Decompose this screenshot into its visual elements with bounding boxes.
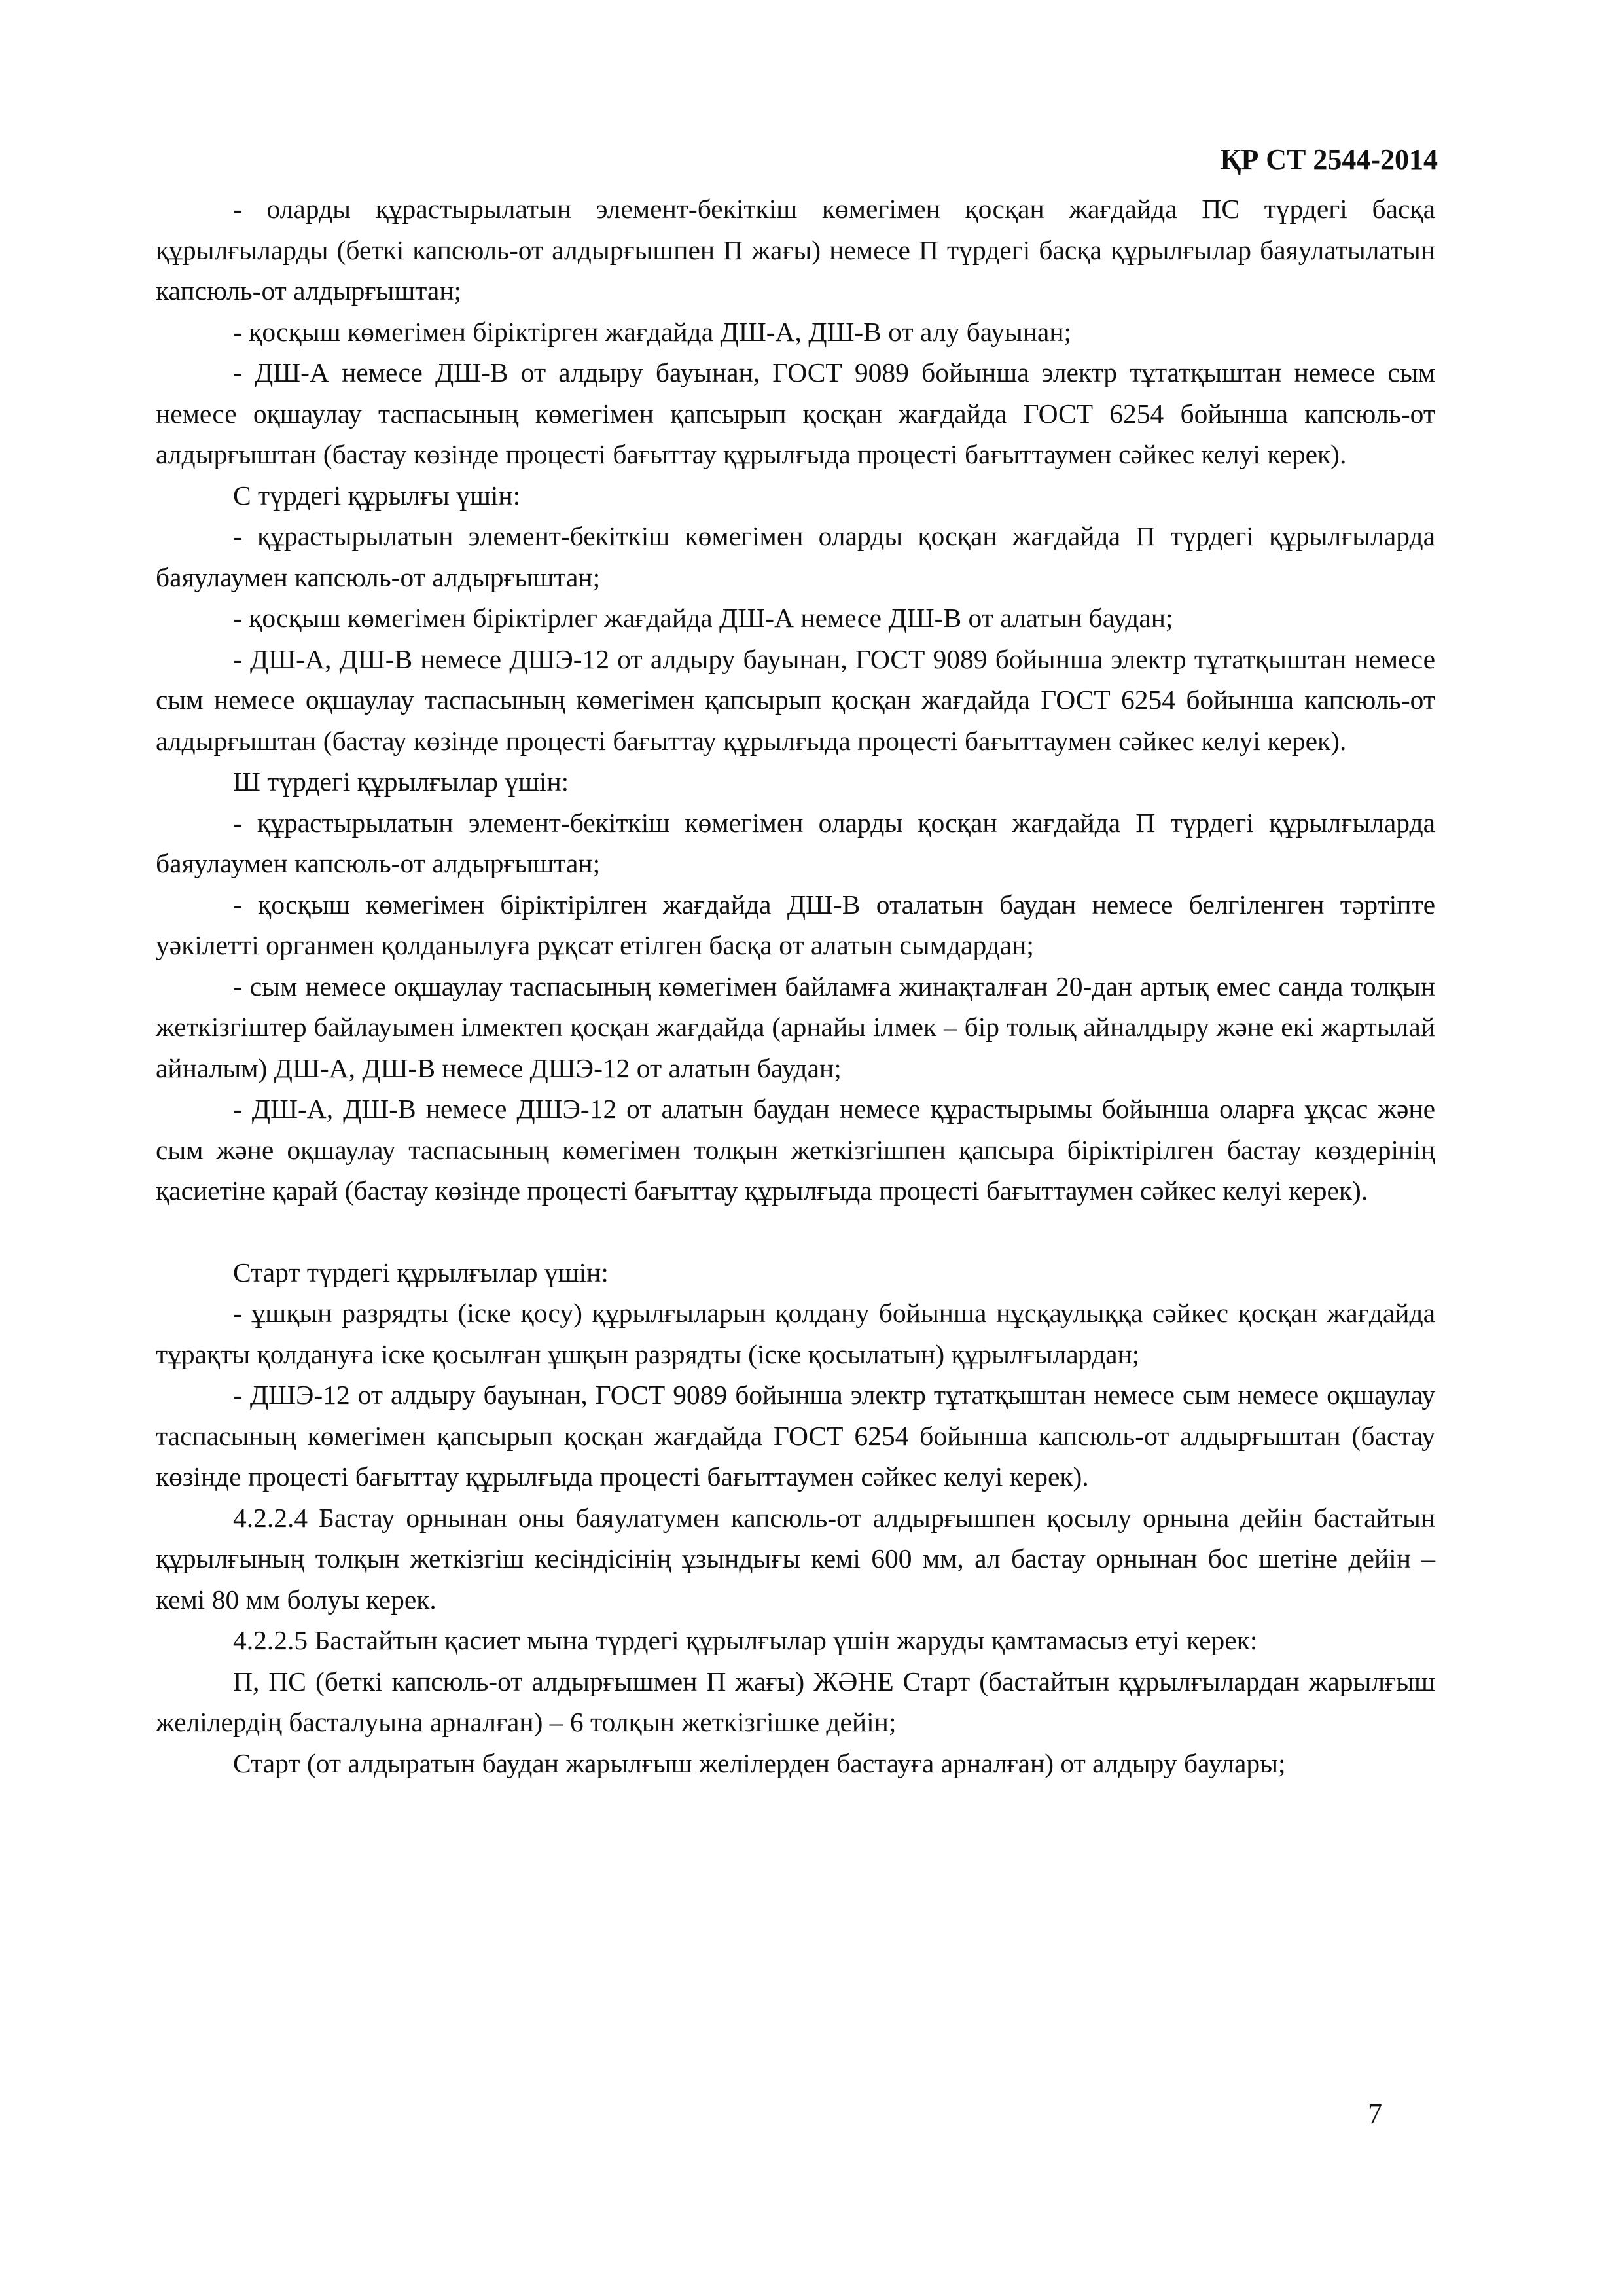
paragraph-heading: Ш түрдегі құрылғылар үшін: [233, 766, 569, 797]
paragraph: П, ПС (беткі капсюль-от алдырғышмен П жағы) ЖӘНЕ Старт (бастайтын құрылғылардан жарылғыш желілердің басталуына арналған) – 6 толқын жеткізгішке дейін; [156, 1666, 1435, 1737]
paragraph: - оларды құрастырылатын элемент-бекіткіш көмегімен қосқан жағдайда ПС түрдегі басқа құрылғыларды (беткі капсюль-от алдырғышпен П жағы) немесе П түрдегі басқа құрылғылар баяулатылатын капсюль-от алдырғыштан; [156, 194, 1435, 306]
paragraph: Старт (от алдыратын баудан жарылғыш желілерден бастауға арналған) от алдыру баулары; [233, 1748, 1286, 1778]
paragraph: - қосқыш көмегімен біріктірлег жағдайда ДШ-А немесе ДШ-В от алатын баудан; [233, 603, 1173, 633]
paragraph: - ДШЭ-12 от алдыру бауынан, ГОСТ 9089 бойынша электр тұтатқыштан немесе сым немесе оқшаулау таспасының көмегімен қапсырып қосқан жағдайда ГОСТ 6254 бойынша капсюль-от алдырғыштан (бастау көзінде процесті бағыттау құрылғыда процесті бағыттаумен сәйкес келуі керек). [156, 1380, 1435, 1492]
document-body [156, 188, 1435, 1784]
paragraph: - ұшқын разрядты (іске қосу) құрылғыларын қолдану бойынша нұсқаулыққа сәйкес қосқан жағдайда тұрақты қолдануға іске қосылған ұшқын разрядты (іске қосылатын) құрылғылардан; [156, 1298, 1435, 1369]
paragraph: - құрастырылатын элемент-бекіткіш көмегімен оларды қосқан жағдайда П түрдегі құрылғыларда баяулаумен капсюль-от алдырғыштан; [156, 521, 1435, 592]
paragraph: - ДШ-А, ДШ-В немесе ДШЭ-12 от алатын баудан немесе құрастырымы бойынша оларға ұқсас және сым және оқшаулау таспасының көмегімен толқын жеткізгішпен қапсыра біріктірілген бастау көздерінің қасиетіне қарай (бастау көзінде процесті бағыттау құрылғыда процесті бағыттаумен сәйкес келуі керек). [156, 1094, 1435, 1206]
clause-4-2-2-4: 4.2.2.4 Бастау орнынан оны баяулатумен капсюль-от алдырғышпен қосылу орнына дейін бастайтын құрылғының толқын жеткізгіш кесіндісінің ұзындығы кемі 600 мм, ал бастау орнынан бос шетіне дейін – кемі 80 мм болуы керек. [156, 1502, 1435, 1615]
paragraph: - ДШ-А, ДШ-В немесе ДШЭ-12 от алдыру бауынан, ГОСТ 9089 бойынша электр тұтатқыштан немесе сым немесе оқшаулау таспасының көмегімен қапсырып қосқан жағдайда ГОСТ 6254 бойынша капсюль-от алдырғыштан (бастау көзінде процесті бағыттау құрылғыда процесті бағыттаумен сәйкес келуі керек). [156, 643, 1435, 756]
paragraph: - қосқыш көмегімен біріктірген жағдайда ДШ-А, ДШ-В от алу бауынан; [233, 316, 1072, 347]
paragraph-heading: Старт түрдегі құрылғылар үшін: [233, 1257, 609, 1287]
paragraph: - құрастырылатын элемент-бекіткіш көмегімен оларды қосқан жағдайда П түрдегі құрылғыларда баяулаумен капсюль-от алдырғыштан; [156, 807, 1435, 878]
document-code-header: ҚР СТ 2544-2014 [1220, 143, 1438, 175]
paragraph: - қосқыш көмегімен біріктірілген жағдайда ДШ-В оталатын баудан немесе белгіленген тәртіпте уәкілетті органмен қолданылуға рұқсат етілген басқа от алатын сымдардан; [156, 889, 1435, 960]
page-number: 7 [1368, 2098, 1382, 2130]
paragraph-heading: С түрдегі құрылғы үшін: [233, 480, 521, 511]
paragraph: - сым немесе оқшаулау таспасының көмегімен байламға жинақталған 20-дан артық емес санда толқын жеткізгіштер байлауымен ілмектеп қосқан жағдайда (арнайы ілмек – бір толық айналдыру және екі жартылай айналым) ДШ-А, ДШ-В немесе ДШЭ-12 от алатын баудан; [156, 971, 1435, 1083]
paragraph: - ДШ-А немесе ДШ-В от алдыру бауынан, ГОСТ 9089 бойынша электр тұтатқыштан немесе сым немесе оқшаулау таспасының көмегімен қапсырып қосқан жағдайда ГОСТ 6254 бойынша капсюль-от алдырғыштан (бастау көзінде процесті бағыттау құрылғыда процесті бағыттаумен сәйкес келуі керек). [156, 357, 1435, 469]
clause-4-2-2-5: 4.2.2.5 Бастайтын қасиет мына түрдегі құрылғылар үшін жаруды қамтамасыз етуі керек: [233, 1625, 1258, 1655]
